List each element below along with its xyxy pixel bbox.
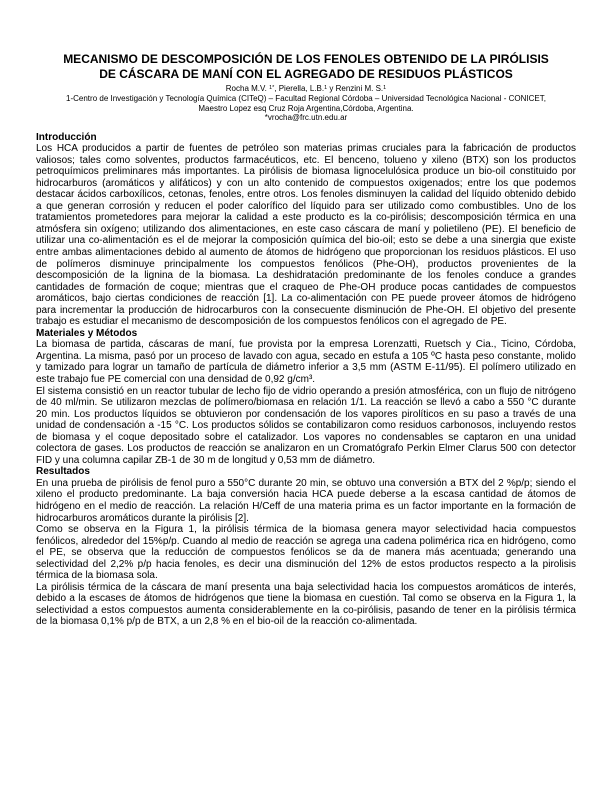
author-name-2: , Pierella, L.B.: [274, 84, 325, 93]
section-heading-introduccion: Introducción: [36, 131, 97, 143]
paragraph-resultados-1: En una prueba de pirólisis de fenol puro a 550°C durante 20 min, se obtuvo una conversión a BTX del 2 %p/p; siendo el xileno el producto predominante. La baja conversión hacia HCA puede deberse a la escasa cantidad de átomos de hidrógeno en el medio de reacción. La relación H/Ceff de una materia prima es un factor importante en la formación de hidrocarburos aromáticos durante la pirólisis [2].: [36, 477, 576, 524]
paragraph-materiales-2: El sistema consistió en un reactor tubular de lecho fijo de vidrio operando a presión atmosférica, con un flujo de nitrógeno de 40 ml/min. Se utilizaron mezclas de polímero/biomasa en relación 1/1. La reacción se llevó a cabo a 550 °C durante 20 min. Los productos líquidos se obtuvieron por condensación de los vapores pirolíticos en su paso a través de una unidad de condensación a -15 °C. Los productos sólidos se contabilizaron como residuos carbonosos, incluyendo restos de biomasa y el coque depositado sobre el catalizador. Los vapores no condensables se captaron en una unidad colectora de gases. Los productos de reacción se analizaron en un Cromatógrafo Perkin Elmer Clarus 500 con detector FID y una columna capilar ZB-1 de 30 m de longitud y 0,53 mm de diámetro.: [36, 385, 576, 466]
paper-title-line-1: MECANISMO DE DESCOMPOSICIÓN DE LOS FENOLES OBTENIDO DE LA PIRÓLISIS: [63, 52, 549, 66]
section-heading-materiales-y-metodos: Materiales y Métodos: [36, 327, 138, 339]
paper-header: [36, 52, 576, 123]
authors-line: [36, 84, 576, 94]
section-heading-resultados: Resultados: [36, 466, 90, 478]
paper-title-line-2: DE CÁSCARA DE MANÍ CON EL AGREGADO DE RESIDUOS PLÁSTICOS: [99, 66, 513, 81]
affiliation-line-2: Maestro Lopez esq Cruz Roja Argentina,Córdoba, Argentina.: [198, 103, 414, 113]
author-superscript-1: 1*: [269, 84, 275, 91]
paragraph-resultados-2: Como se observa en la Figura 1, la pirólisis térmica de la biomasa genera mayor selectividad hacia compuestos fenólicos, alrededor del 15%p/p. Cuando al medio de reacción se agrega una cadena polimérica rica en hidrógeno, como el PE, se observa que la reducción de compuestos fenólicos se da de manera más acentuada; generando una selectividad del 2,2% p/p hacia fenoles, es decir una disminución del 12% de estos productos respecto a la pirolisis térmica de la biomasa sola.: [36, 524, 576, 582]
author-superscript-2: 1: [324, 84, 328, 91]
affiliation-line-1: 1-Centro de Investigación y Tecnología Química (CITeQ) – Facultad Regional Córdoba – Universidad Tecnológica Nacional - CONICET,: [66, 94, 546, 103]
paragraph-introduccion-1: Los HCA producidos a partir de fuentes de petróleo son materias primas cruciales para la fabricación de productos valiosos; tales como solventes, productos farmacéuticos, etc. El benceno, tolueno y xileno (BTX) son los productos petroquímicos preliminares más importantes. La pirólisis de biomasa lignocelulósica produce un bio-oil constituido por hidrocarburos (aromáticos y alifáticos) y con un alto contenido de compuestos oxigenados; entre los que podemos destacar ácidos carboxílicos, cetonas, fenoles, entre otros. Los fenoles disminuyen la calidad del líquido obtenido debido a que generan corrosión y reducen el poder calorífico del líquido para ser utilizado como combustibles. Uno de los tratamientos prometedores para mejorar la calidad a este producto es la co-pirólisis; descomposición térmica en una atmósfera sin oxígeno; utilizando dos alimentaciones, en este caso cáscara de maní y polietileno (PE). El beneficio de utilizar una co-alimentación es el de mejorar la composición química del bio-oil; esto se debe a una sinergia que existe entre ambas alimentaciones debido al aumento de átomos de hidrógeno que proporcionan los residuos plásticos. El uso de polímeros disminuye principalmente los compuestos fenólicos (Phe-OH), productos provenientes de la descomposición de la lignina de la biomasa. La deshidratación predominante de los fenoles conduce a grandes cantidades de formación de coque; mientras que el craqueo de Phe-OH produce pocas cantidades de compuestos aromáticos, bajo ciertas condiciones de reacción [1]. La co-alimentación con PE puede proveer átomos de hidrógeno para incrementar la producción de hidrocarburos con la consecuente disminución de Phe-OH. El objetivo del presente trabajo es estudiar el mecanismo de descomposición de los compuestos fenólicos con el agregado de PE.: [36, 143, 576, 328]
author-superscript-3: 1: [383, 84, 387, 91]
paper-body: [36, 132, 576, 629]
section-resultados: [36, 466, 576, 628]
author-name-1: Rocha M.V.: [225, 84, 270, 93]
paragraph-materiales-1: La biomasa de partida, cáscaras de maní, fue provista por la empresa Lorenzatti, Ruetsch y Cia., Ticino, Córdoba, Argentina. La misma, pasó por un proceso de lavado con agua, secado en estufa a 105 ºC hasta peso constante, molido y tamizado para lograr un tamaño de partícula de diámetro inferior a 3,5 mm (ASTM E-11/95). El polímero utilizado en este trabajo fue PE comercial con una densidad de 0,92 g/cm³.: [36, 339, 576, 385]
paragraph-resultados-3: La pirólisis térmica de la cáscara de maní presenta una baja selectividad hacia los compuestos aromáticos de interés, debido a la escases de átomos de hidrógenos que tiene la biomasa en cuestión. Tal como se observa en la Figura 1, la selectividad a estos compuestos aumenta considerablemente en la co-pirólisis, pasando de tener en la pirólisis térmica de la biomasa 0,1% p/p de BTX, a un 2,8 % en el bio-oil de la reacción co-alimentada.: [36, 581, 576, 628]
section-materiales-y-metodos: [36, 328, 576, 467]
affiliation: [36, 94, 576, 113]
paper-title: [36, 52, 576, 81]
section-introduccion: [36, 132, 576, 328]
author-name-3: y Renzini M. S.: [327, 84, 384, 93]
corresponding-email: *vrocha@frc.utn.edu.ar: [264, 113, 348, 122]
